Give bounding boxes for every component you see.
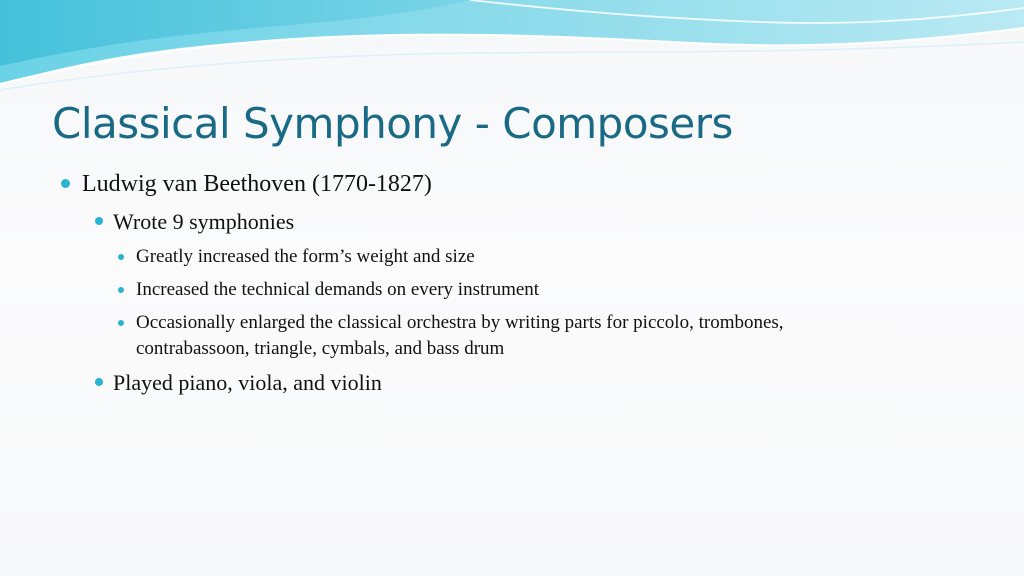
level-3-bullet-icon bbox=[118, 254, 124, 260]
bullet-detail-2: Increased the technical demands on every instrument bbox=[136, 279, 540, 300]
bullet-composer: Ludwig van Beethoven (1770-1827) bbox=[82, 171, 432, 197]
bullet-symphonies: Wrote 9 symphonies bbox=[113, 209, 295, 234]
level-1-bullet-icon bbox=[61, 179, 70, 188]
level-2-bullet-icon bbox=[95, 217, 103, 225]
bullet-instruments: Played piano, viola, and violin bbox=[113, 370, 382, 395]
level-3-bullet-icon bbox=[118, 287, 124, 293]
bullet-detail-3-line-1: Occasionally enlarged the classical orchestra by writing parts for piccolo, trombones, bbox=[136, 312, 784, 333]
bullet-detail-1: Greatly increased the form’s weight and size bbox=[136, 246, 475, 267]
bullet-detail-3-line-2: contrabassoon, triangle, cymbals, and bass drum bbox=[136, 338, 505, 359]
level-3-bullet-icon bbox=[118, 320, 124, 326]
slide-title: Classical Symphony - Composers bbox=[52, 99, 733, 148]
decorative-wave-header bbox=[0, 0, 1024, 100]
level-2-bullet-icon bbox=[95, 378, 103, 386]
